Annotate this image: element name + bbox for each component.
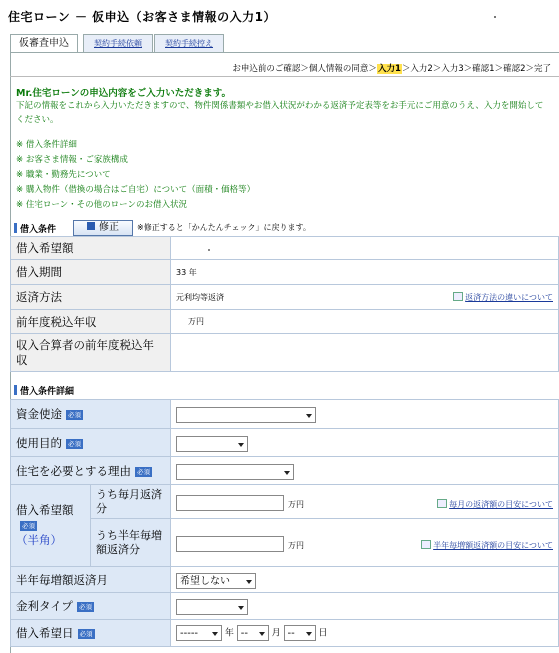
bonus-month-value: 希望しない [180,575,230,587]
table-row [11,334,559,372]
tab-application[interactable] [10,34,78,53]
day-value: -- [287,628,295,639]
window-icon [437,499,447,508]
required-badge: 必須 [68,439,81,448]
conditions-section-label: 借入条件 [20,225,57,235]
edit-note: ※修正すると「かんたんチェック」に戻ります。 [137,223,311,232]
field-monthly [171,485,559,519]
label-rate-type [11,593,171,620]
conditions-table [10,236,559,372]
tab-contract-copy-label: 契約手続控え [165,39,213,48]
repayment-method-link[interactable] [453,292,553,303]
intro-bullet: ※ お客さま情報・ご家族構成 [16,155,128,165]
field-rate-type [171,593,559,620]
tab-contract-copy[interactable] [154,34,224,52]
day-unit: 日 [318,628,328,639]
required-badge: 必須 [79,630,93,638]
arrow-icon [87,222,95,230]
chevron-down-icon [306,414,312,418]
section-bar-icon [14,385,17,395]
label-bonus-month: 半年毎増額返済月 [11,567,171,593]
placeholder-dot [208,249,210,251]
amount-label: 借入希望額 [16,503,74,517]
label-reason [11,457,171,485]
chevron-down-icon [284,471,290,475]
value-loan-term: 33 年 [171,260,559,285]
bonus-month-select[interactable] [176,573,256,589]
desired-date-label: 借入希望日 [16,626,74,640]
intro-bullet: ※ 借入条件詳細 [16,140,77,150]
rate-type-select[interactable] [176,599,248,615]
label-loan-amount: 借入希望額 [11,237,171,260]
edit-button-label: 修正 [99,222,119,233]
required-badge: 必須 [22,522,35,530]
chevron-down-icon [212,632,218,636]
year-select[interactable] [176,625,222,641]
label-amount [11,485,91,567]
field-desired-date [171,620,559,647]
step-indicator [232,62,551,74]
field-fund-use [171,400,559,429]
monthly-unit: 万円 [288,500,304,509]
monthly-amount-input[interactable] [176,495,284,511]
value-co-income [171,334,559,372]
section-bar-icon [14,223,17,233]
conditions-section-title [14,222,56,235]
field-semiannual [171,519,559,567]
table-row [11,519,559,567]
field-purpose [171,429,559,457]
table-row [11,593,559,620]
intro-bullet: ※ 住宅ローン・その他のローンのお借入状況 [16,200,187,210]
details-table [10,399,559,647]
semiannual-link-text[interactable]: 半年毎増額返済額の目安について [433,541,553,550]
repayment-method-link-text[interactable]: 返済方法の違いについて [465,292,553,302]
label-annual-income: 前年度税込年収 [11,310,171,334]
label-repayment-method: 返済方法 [11,285,171,310]
label-monthly: うち毎月返済分 [91,485,171,519]
divider [10,76,559,77]
day-select[interactable] [284,625,316,641]
label-semiannual: うち半年毎増額返済分 [91,519,171,567]
edit-button[interactable] [73,220,133,236]
monthly-link[interactable] [437,492,553,511]
label-purpose [11,429,171,457]
window-icon [421,540,431,549]
intro-bullet: ※ 購入物件（借換の場合はご自宅）について（面積・価格等） [16,185,256,195]
purpose-label: 使用目的 [16,435,62,450]
fund-use-label: 資金使途 [16,407,62,421]
required-badge: 必須 [78,603,92,611]
table-row [11,400,559,429]
tab-contract-request[interactable] [83,34,153,52]
steps-before: お申込前のご確認＞個人情報の同意＞ [232,64,377,74]
month-select[interactable] [237,625,269,641]
decorative-dot [494,16,496,18]
field-bonus-month [171,567,559,593]
chevron-down-icon [246,580,252,584]
reason-select[interactable] [176,464,294,480]
window-icon [453,292,463,301]
label-co-income: 収入合算者の前年度税込年収 [11,334,171,372]
steps-after: ＞入力2＞入力3＞確認1＞確認2＞完了 [401,64,551,74]
table-row [11,567,559,593]
tab-application-label: 仮審査申込 [19,38,69,49]
label-fund-use [11,400,171,429]
intro-heading: Mr.住宅ローンの申込内容をご入力いただきます。 [16,88,231,99]
page-title: 住宅ローン － 仮申込（お客さま情報の入力1） [8,10,276,24]
intro-paragraph: 下記の情報をこれから入力いただきますので、物件関係書類やお借入状況がわかる返済予定表等をお手元にご用意のうえ、入力を開始してください。 [16,101,544,125]
year-value: ----- [180,628,199,639]
monthly-link-text[interactable]: 毎月の返済額の目安について [449,500,553,509]
table-row [11,620,559,647]
semiannual-unit: 万円 [288,541,304,550]
purpose-select[interactable] [176,436,248,452]
table-row [11,260,559,285]
required-badge: 必須 [137,467,150,476]
value-annual-income [171,310,559,334]
chevron-down-icon [306,632,312,636]
reason-label: 住宅を必要とする理由 [16,463,131,478]
month-unit: 月 [271,628,281,639]
chevron-down-icon [238,606,244,610]
intro-bullet: ※ 職業・勤務先について [16,170,111,180]
amount-note: （半角） [16,533,62,547]
table-row [11,285,559,310]
chevron-down-icon [259,632,265,636]
chevron-down-icon [238,443,244,447]
repayment-method-text: 元利均等返済 [176,292,224,302]
year-unit: 年 [224,628,234,639]
details-section-label: 借入条件詳細 [20,387,75,397]
step-current: 入力1 [377,64,401,74]
semiannual-link[interactable] [421,533,553,552]
fund-use-select[interactable] [176,407,316,423]
required-badge: 必須 [68,411,81,419]
value-loan-amount [171,237,559,260]
field-reason [171,457,559,485]
table-row [11,485,559,519]
table-row [11,310,559,334]
annual-income-unit: 万円 [188,317,204,326]
table-row [11,237,559,260]
value-repayment-method [171,285,559,310]
table-row [11,429,559,457]
label-desired-date [11,620,171,647]
tab-contract-request-label: 契約手続依頼 [94,39,142,48]
label-loan-term: 借入期間 [11,260,171,285]
month-value: -- [240,628,248,639]
rate-type-label: 金利タイプ [16,599,73,613]
semiannual-amount-input[interactable] [176,536,284,552]
details-section-title [14,384,74,397]
table-row [11,457,559,485]
